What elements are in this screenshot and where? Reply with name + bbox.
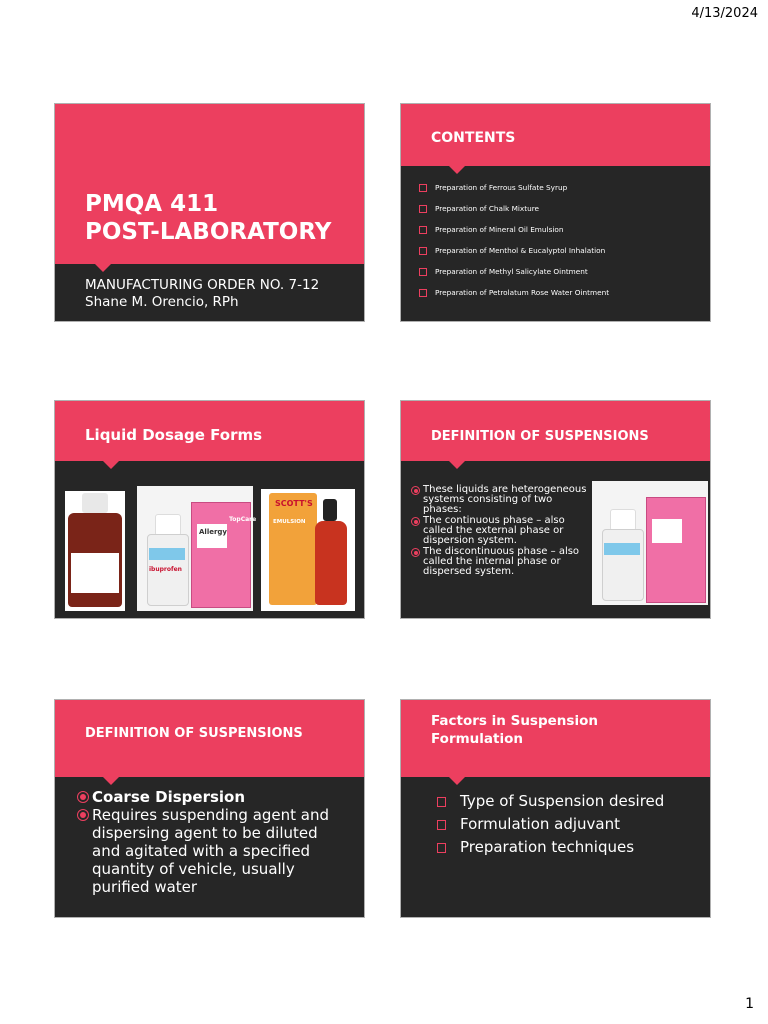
title-line-1: PMQA 411 xyxy=(85,191,219,217)
square-bullet-icon xyxy=(419,184,427,192)
circle-bullet-icon xyxy=(411,548,420,557)
circle-bullet-icon xyxy=(77,809,89,821)
presentation-title xyxy=(85,190,331,246)
list-item: Preparation of Petrolatum Rose Water Ointment xyxy=(419,287,609,308)
contents-list xyxy=(419,182,609,308)
header-pointer xyxy=(449,461,465,469)
square-bullet-icon xyxy=(419,247,427,255)
square-bullet-icon xyxy=(419,268,427,276)
slide-heading: DEFINITION OF SUSPENSIONS xyxy=(85,726,303,741)
list-item: Type of Suspension desired xyxy=(437,790,664,813)
slide-suspension-factors xyxy=(400,699,711,918)
slide-liquid-dosage-forms xyxy=(54,400,365,619)
slide-coarse-dispersion xyxy=(54,699,365,918)
print-date: 4/13/2024 xyxy=(691,6,758,21)
coarse-dispersion-list xyxy=(77,788,347,896)
list-item: The discontinuous phase – also called the internal phase or dispersed system. xyxy=(411,547,591,577)
header-pointer xyxy=(449,166,465,174)
slide-title xyxy=(54,103,365,322)
list-item: Preparation of Mineral Oil Emulsion xyxy=(419,224,609,245)
square-bullet-icon xyxy=(419,226,427,234)
square-bullet-icon xyxy=(419,289,427,297)
slide-heading: DEFINITION OF SUSPENSIONS xyxy=(431,429,649,444)
circle-bullet-icon xyxy=(77,791,89,803)
list-item: Formulation adjuvant xyxy=(437,813,664,836)
presentation-subtitle xyxy=(85,277,319,311)
list-item: The continuous phase – also called the external phase or dispersion system. xyxy=(411,516,591,546)
title-line-2: POST-LABORATORY xyxy=(85,219,332,245)
header-pointer xyxy=(449,777,465,785)
square-bullet-icon xyxy=(419,205,427,213)
square-bullet-icon xyxy=(437,820,446,830)
list-item: Preparation of Chalk Mixture xyxy=(419,203,609,224)
slide-heading: CONTENTS xyxy=(431,130,516,146)
subtitle-author: Shane M. Orencio, RPh xyxy=(85,294,239,310)
list-item: Preparation of Methyl Salicylate Ointment xyxy=(419,266,609,287)
amber-bottle-photo xyxy=(65,491,125,611)
slide-definition-suspensions xyxy=(400,400,711,619)
list-item: Preparation techniques xyxy=(437,836,664,859)
header-pointer xyxy=(103,777,119,785)
header-pointer xyxy=(103,461,119,469)
allergy-medicine-photo xyxy=(592,481,708,605)
list-item: Preparation of Ferrous Sulfate Syrup xyxy=(419,182,609,203)
allergy-medicine-photo: ibuprofen Allergy TopCare xyxy=(137,486,253,611)
list-item: Coarse Dispersion xyxy=(77,788,347,806)
slide-heading: Factors in Suspension Formulation xyxy=(431,713,598,747)
scotts-emulsion-photo: SCOTT'S EMULSION xyxy=(261,489,355,611)
square-bullet-icon xyxy=(437,843,446,853)
page-number: 1 xyxy=(745,996,754,1012)
list-item: These liquids are heterogeneous systems consisting of two phases: xyxy=(411,485,591,515)
circle-bullet-icon xyxy=(411,486,420,495)
header-pointer xyxy=(95,264,111,272)
definition-list xyxy=(411,485,591,578)
slide-heading: Liquid Dosage Forms xyxy=(85,426,263,444)
slide-contents xyxy=(400,103,711,322)
subtitle-line-1: MANUFACTURING ORDER NO. 7-12 xyxy=(85,277,320,293)
square-bullet-icon xyxy=(437,797,446,807)
list-item: Requires suspending agent and dispersing agent to be diluted and agitated with a specified quantity of vehicle, usually purified water xyxy=(77,806,347,896)
factors-list xyxy=(437,790,664,859)
list-item: Preparation of Menthol & Eucalyptol Inhalation xyxy=(419,245,609,266)
circle-bullet-icon xyxy=(411,517,420,526)
